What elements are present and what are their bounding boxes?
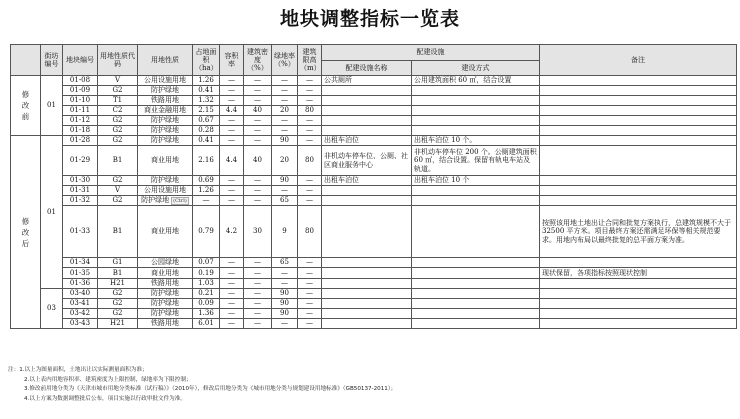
header-street: 街坊编号 [41,45,63,76]
header-facility-name: 配建设施名称 [322,61,412,76]
cell-fname [322,106,412,116]
cell-fname [322,319,412,329]
cell-remark [540,289,737,299]
cell-density: — [244,176,272,186]
cell-far: — [220,86,244,96]
cell-plot: 01-30 [63,176,98,186]
cell-area: 0.67 [193,116,220,126]
cell-far: — [220,136,244,146]
table-row [11,86,737,96]
cell-fname [322,126,412,136]
cell-height: 80 [298,206,322,258]
cell-green: 90 [272,309,298,319]
cell-height: — [298,279,322,289]
cell-green: — [272,126,298,136]
cell-area: 0.28 [193,126,220,136]
cell-nature: 铁路用地 [138,319,193,329]
cell-fmode [412,289,540,299]
cell-density: — [244,196,272,206]
cell-height: — [298,176,322,186]
cell-remark [540,176,737,186]
cell-fname: 公共厕所 [322,76,412,86]
cell-density: — [244,289,272,299]
header-nature: 用地性质 [138,45,193,76]
cell-nature: 商业用地 [138,146,193,176]
cell-green: 90 [272,136,298,146]
cell-code: G2 [98,126,138,136]
cell-plot: 01-09 [63,86,98,96]
cell-remark [540,136,737,146]
table-row [11,176,737,186]
cell-nature: 防护绿地 [138,176,193,186]
cell-far: — [220,299,244,309]
cell-fmode: 公用建筑面积 60 ㎡，结合设置 [412,76,540,86]
cell-nature: 防护绿地 (Ctrl) [138,196,193,206]
cell-nature: 公用设施用地 [138,76,193,86]
cell-fname: 出租车泊位 [322,176,412,186]
group-label-text: 修改前 [21,90,30,121]
cell-far: — [220,186,244,196]
cell-fname [322,96,412,106]
cell-code: V [98,186,138,196]
cell-fmode [412,96,540,106]
cell-code: G1 [98,258,138,268]
cell-green: — [272,96,298,106]
cell-far: — [220,196,244,206]
cell-nature: 商业用地 [138,206,193,258]
header-area: 占地面积（ha） [193,45,220,76]
cell-fmode [412,116,540,126]
cell-fmode [412,309,540,319]
cell-nature: 铁路用地 [138,96,193,106]
cell-area: 6.01 [193,319,220,329]
cell-density: — [244,309,272,319]
group-label-text: 修改后 [21,216,30,248]
note-line: 4.以上方案为数据调整批后公布，项目实施以行政审批文件为准。 [24,395,186,402]
cell-remark: 按照该用地土地出让合同和批复方案执行，总建筑规模不大于 32500 平方米。项目最终方案还需满足环保等相关规范要求。用地内布局以最终批复的总平面方案为准。 [540,206,737,258]
cell-fname: 非机动车停车位、公厕、社区商业服务中心 [322,146,412,176]
cell-density: — [244,299,272,309]
cell-density: — [244,258,272,268]
cell-density: — [244,268,272,279]
cell-code: V [98,76,138,86]
cell-green: — [272,116,298,126]
cell-code: G2 [98,136,138,146]
table-row [11,319,737,329]
cell-density: — [244,86,272,96]
cell-fname [322,196,412,206]
cell-code: B1 [98,146,138,176]
table-row [11,258,737,268]
table-row [11,116,737,126]
cell-fname [322,186,412,196]
notes [8,366,733,404]
cell-height: — [298,116,322,126]
cell-nature: 防护绿地 [138,136,193,146]
cell-plot: 01-18 [63,126,98,136]
cell-nature: 防护绿地 [138,116,193,126]
cell-code: B1 [98,206,138,258]
cell-plot: 01-08 [63,76,98,86]
cell-density: — [244,186,272,196]
cell-area: 0.19 [193,268,220,279]
cell-plot: 01-29 [63,146,98,176]
street-number: 03 [41,289,63,329]
cell-far: — [220,268,244,279]
cell-density: 40 [244,106,272,116]
note-line: 2.以上表内用地容积率、建筑密度为上限控制，绿地率为下限控制； [24,376,192,383]
cell-fname [322,299,412,309]
header-facility-mode: 建设方式 [412,61,540,76]
cell-height: — [298,258,322,268]
page-title: 地块调整指标一览表 [279,8,460,30]
cell-remark: 现状保留，各项指标按照现状控制 [540,268,737,279]
paste-options-button[interactable]: (Ctrl) [173,198,187,204]
cell-green: — [272,319,298,329]
cell-nature: 铁路用地 [138,279,193,289]
cell-height: — [298,86,322,96]
cell-area: 0.09 [193,299,220,309]
cell-fname [322,289,412,299]
cell-fmode: 出租车泊位 10 个 [412,176,540,186]
cell-remark [540,86,737,96]
cell-remark [540,76,737,86]
cell-area: 0.79 [193,206,220,258]
cell-fmode [412,299,540,309]
cell-fname [322,279,412,289]
cell-fmode: 出租车泊位 10 个。 [412,136,540,146]
cell-fname [322,268,412,279]
cell-nature: 防护绿地 [138,86,193,96]
group-label [11,76,41,136]
cell-code: G2 [98,196,138,206]
cell-area: 2.15 [193,106,220,116]
cell-height: — [298,96,322,106]
group-label [11,136,41,329]
cell-code: G2 [98,299,138,309]
table-row [11,146,737,176]
cell-remark [540,299,737,309]
cell-remark [540,186,737,196]
cell-area: 1.32 [193,96,220,106]
cell-area: 1.36 [193,309,220,319]
cell-remark [540,116,737,126]
table-row [11,76,737,86]
cell-plot: 03-41 [63,299,98,309]
cell-code: G2 [98,176,138,186]
table-row [11,96,737,106]
cell-green: 65 [272,196,298,206]
cell-code: T1 [98,96,138,106]
street-number: 01 [41,76,63,136]
cell-green: 90 [272,176,298,186]
cell-nature: 防护绿地 [138,309,193,319]
cell-code: C2 [98,106,138,116]
cell-far: — [220,126,244,136]
cell-density: — [244,136,272,146]
cell-remark [540,319,737,329]
cell-plot: 01-36 [63,279,98,289]
cell-density: 40 [244,146,272,176]
cell-plot: 01-10 [63,96,98,106]
cell-height: — [298,196,322,206]
cell-far: — [220,76,244,86]
cell-fname: 出租车泊位 [322,136,412,146]
cell-density: 30 [244,206,272,258]
cell-density: — [244,319,272,329]
cell-fname [322,258,412,268]
cell-height: — [298,309,322,319]
cell-fmode [412,86,540,96]
cell-code: G2 [98,289,138,299]
table-row [11,268,737,279]
cell-green: 90 [272,299,298,309]
cell-nature: 防护绿地 [138,126,193,136]
cell-fmode [412,206,540,258]
cell-code: G2 [98,86,138,96]
cell-plot: 01-32 [63,196,98,206]
cell-fmode [412,106,540,116]
cell-plot: 01-12 [63,116,98,126]
header-green: 绿地率（%） [272,45,298,76]
cell-plot: 01-11 [63,106,98,116]
header-far: 容积率 [220,45,244,76]
header-code: 用地性质代码 [98,45,138,76]
cell-nature: 公园绿地 [138,258,193,268]
cell-area: 0.41 [193,136,220,146]
cell-code: H21 [98,279,138,289]
table-row [11,289,737,299]
cell-plot: 01-31 [63,186,98,196]
table-row [11,279,737,289]
cell-code: B1 [98,268,138,279]
table-row [11,196,737,206]
table-row [11,126,737,136]
cell-far: 4.2 [220,206,244,258]
cell-height: — [298,136,322,146]
cell-nature: 商业金融用地 [138,106,193,116]
cell-green: — [272,186,298,196]
cell-nature: 商业用地 [138,268,193,279]
cell-green: — [272,279,298,289]
cell-remark [540,196,737,206]
table-row [11,106,737,116]
cell-code: G2 [98,309,138,319]
note-line: 3.修改前用地分类为《天津市城市用地分类标准（试行稿）》（2010年），修改后用地分类为《城市用地分类与规划建设用地标准》（GB50137-2011）； [24,386,397,393]
cell-nature: 防护绿地 [138,299,193,309]
cell-green: 9 [272,206,298,258]
cell-far: — [220,258,244,268]
cell-remark [540,106,737,116]
cell-height: — [298,76,322,86]
cell-fmode [412,196,540,206]
street-number: 01 [41,136,63,289]
cell-fname [322,116,412,126]
cell-green: 65 [272,258,298,268]
header-height: 建筑限高（m） [298,45,322,76]
cell-nature: 防护绿地 [138,289,193,299]
cell-far: — [220,96,244,106]
group-header [11,45,41,76]
cell-height: — [298,126,322,136]
table-row [11,299,737,309]
table-row [11,309,737,319]
cell-area: — [193,196,220,206]
cell-fname [322,206,412,258]
cell-green: — [272,76,298,86]
cell-plot: 03-43 [63,319,98,329]
cell-height: — [298,186,322,196]
cell-far: 4.4 [220,106,244,116]
cell-height: — [298,299,322,309]
cell-far: — [220,176,244,186]
table-row [11,186,737,196]
table-row [11,206,737,258]
cell-area: 0.69 [193,176,220,186]
cell-area: 1.26 [193,76,220,86]
cell-remark [540,309,737,319]
cell-fmode: 非机动车停车位 200 个。公厕建筑面积 60 ㎡，结合设置。保留有轨电车站及轨道。 [412,146,540,176]
cell-plot: 03-42 [63,309,98,319]
cell-green: 20 [272,106,298,116]
cell-far: — [220,289,244,299]
cell-fmode [412,258,540,268]
cell-area: 0.41 [193,86,220,96]
cell-fmode [412,186,540,196]
header-remark: 备注 [540,45,737,76]
cell-height: — [298,289,322,299]
cell-height: 80 [298,106,322,116]
cell-code: G2 [98,116,138,126]
header-density: 建筑密度（%） [244,45,272,76]
cell-green: — [272,86,298,96]
cell-density: — [244,96,272,106]
cell-area: 0.21 [193,289,220,299]
cell-fname [322,86,412,96]
cell-nature: 公用设施用地 [138,186,193,196]
header-plot: 地块编号 [63,45,98,76]
table-row [11,136,737,146]
cell-remark [540,146,737,176]
cell-density: — [244,116,272,126]
cell-green: 20 [272,146,298,176]
cell-fmode [412,319,540,329]
cell-green: 90 [272,289,298,299]
cell-far: — [220,309,244,319]
cell-density: — [244,126,272,136]
cell-far: — [220,319,244,329]
cell-density: — [244,279,272,289]
cell-code: H21 [98,319,138,329]
cell-plot: 01-34 [63,258,98,268]
cell-far: 4.4 [220,146,244,176]
cell-height: — [298,268,322,279]
cell-fmode [412,279,540,289]
cell-plot: 03-40 [63,289,98,299]
cell-far: — [220,279,244,289]
indicator-table [10,44,737,329]
note-line: 注：1.以上为图量面积，土地出让以实际测量面积为准； [8,367,148,373]
cell-density: — [244,76,272,86]
cell-fmode [412,268,540,279]
cell-plot: 01-33 [63,206,98,258]
cell-height: 80 [298,146,322,176]
cell-remark [540,96,737,106]
cell-height: — [298,319,322,329]
cell-remark [540,258,737,268]
cell-remark [540,126,737,136]
header-facility: 配建设施 [322,45,540,61]
cell-far: — [220,116,244,126]
cell-area: 1.26 [193,186,220,196]
cell-area: 2.16 [193,146,220,176]
cell-remark [540,279,737,289]
cell-plot: 01-35 [63,268,98,279]
cell-plot: 01-28 [63,136,98,146]
cell-fmode [412,126,540,136]
cell-fname [322,309,412,319]
cell-area: 1.03 [193,279,220,289]
cell-area: 0.07 [193,258,220,268]
cell-green: — [272,268,298,279]
